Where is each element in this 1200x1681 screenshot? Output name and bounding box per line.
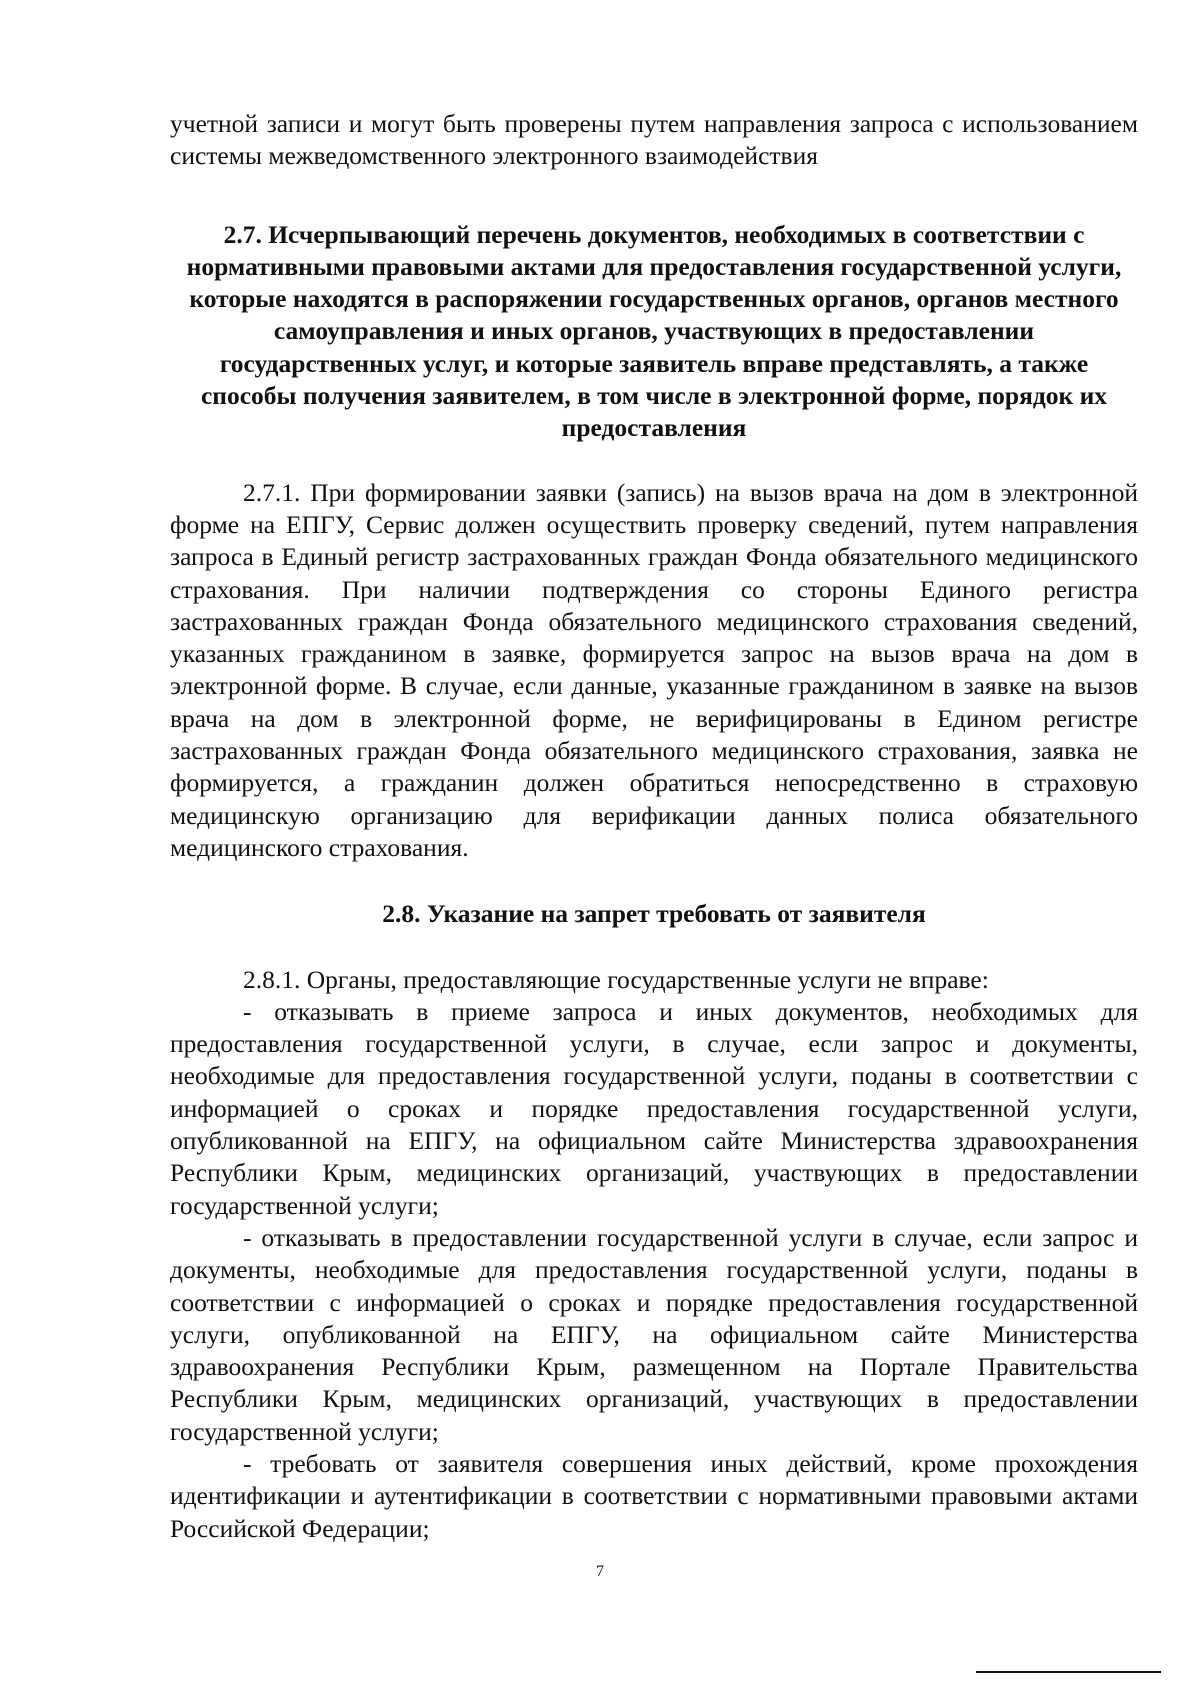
section-2-7-heading: 2.7. Исчерпывающий перечень документов, необходимых в соответствии с нормативными правовыми актами для предоставления государственной услуги, которые находятся в распоряжении государственных органов, органов местного самоуправления и иных органов, участвующих в предоставлении государственных услуг, и которые заявитель вправе представлять, а также способы получения заявителем, в том числе в электронной форме, порядок их предоставления [186, 219, 1122, 443]
footer-divider [976, 1671, 1161, 1673]
page-content [170, 108, 1138, 1545]
page-number: 7 [596, 1563, 604, 1580]
list-item-refuse-acceptance: - отказывать в приеме запроса и иных документов, необходимых для предоставления государственной услуги, в случае, если запрос и документы, необходимые для предоставления государственной услуги, поданы в соответствии с информацией о сроках и порядке предоставления государственной услуги, опубликованной на ЕПГУ, на официальном сайте Министерства здравоохранения Республики Крым, медицинских организаций, участвующих в предоставлении государственной услуги; [170, 996, 1138, 1220]
continued-paragraph: учетной записи и могут быть проверены путем направления запроса с использованием системы межведомственного электронного взаимодействия [170, 109, 1138, 171]
paragraph-2-7-1: 2.7.1. При формировании заявки (запись) на вызов врача на дом в электронной форме на ЕПГУ, Сервис должен осуществить проверку сведений, путем направления запроса в Единый регистр застрахованных граждан Фонда обязательного медицинского страхования. При наличии подтверждения со стороны Единого регистра застрахованных граждан Фонда обязательного медицинского страхования сведений, указанных гражданином в заявке, формируется запрос на вызов врача на дом в электронной форме. В случае, если данные, указанные гражданином в заявке на вызов врача на дом в электронной форме, не верифицированы в Едином регистре застрахованных граждан Фонда обязательного медицинского страхования, заявка не формируется, а гражданин должен обратиться непосредственно в страховую медицинскую организацию для верификации данных полиса обязательного медицинского страхования. [170, 477, 1138, 862]
section-2-8-heading: 2.8. Указание на запрет требовать от заявителя [382, 899, 926, 929]
list-item-refuse-service: - отказывать в предоставлении государственной услуги в случае, если запрос и документы, необходимые для предоставления государственной услуги, поданы в соответствии с информацией о сроках и порядке предоставления государственной услуги, опубликованной на ЕПГУ, на официальном сайте Министерства здравоохранения Республики Крым, размещенном на Портале Правительства Республики Крым, медицинских организаций, участвующих в предоставлении государственной услуги; [170, 1222, 1138, 1446]
list-item-require-actions: - требовать от заявителя совершения иных действий, кроме прохождения идентификации и аутентификации в соответствии с нормативными правовыми актами Российской Федерации; [170, 1448, 1138, 1543]
paragraph-2-8-1: 2.8.1. Органы, предоставляющие государственные услуги не вправе: [243, 964, 989, 994]
